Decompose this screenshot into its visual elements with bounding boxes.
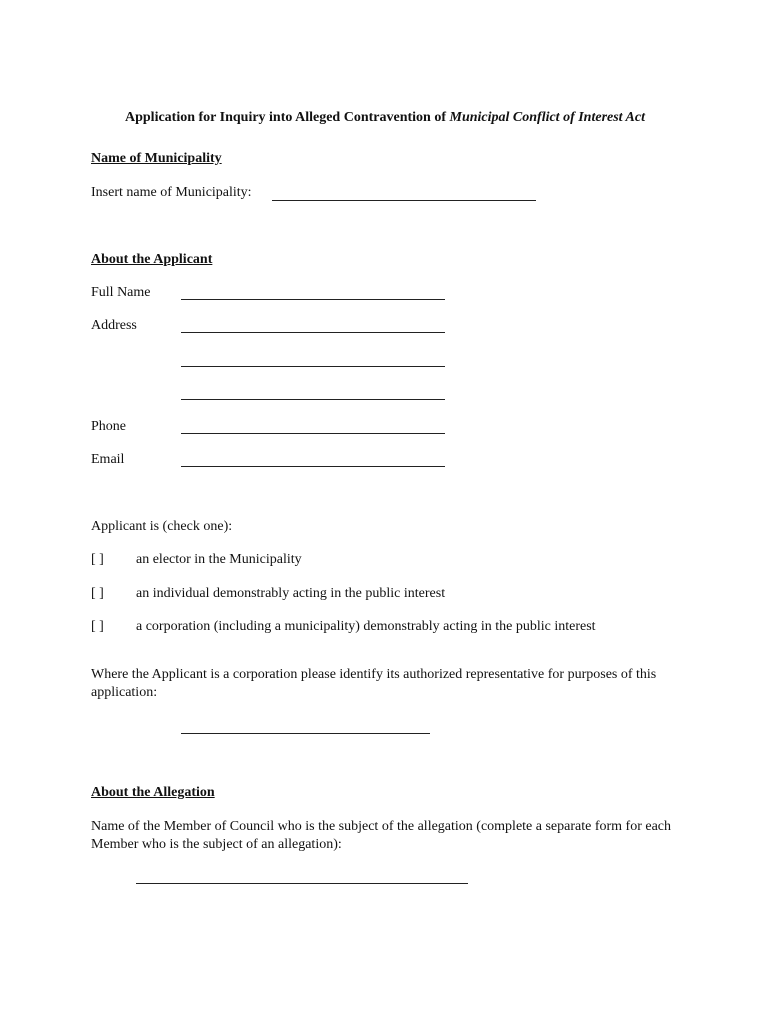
address-label: Address (91, 318, 137, 333)
council-member-name-field[interactable] (136, 883, 468, 884)
address-field-line-2[interactable] (181, 366, 445, 367)
phone-field[interactable] (181, 433, 445, 434)
title-prefix: Application for Inquiry into Alleged Contravention of (125, 110, 450, 125)
option-corporation-label: a corporation (including a municipality) demonstrably acting in the public interest (136, 619, 596, 634)
checkbox-corporation[interactable]: [ ] (91, 619, 104, 634)
email-label: Email (91, 452, 125, 467)
allegation-member-text: Name of the Member of Council who is the subject of the allegation (complete a separate form for each Member who is the subject of an allegation): (91, 819, 672, 852)
phone-label: Phone (91, 419, 126, 434)
full-name-field[interactable] (181, 299, 445, 300)
full-name-label: Full Name (91, 285, 151, 300)
checkbox-elector[interactable]: [ ] (91, 552, 104, 567)
title-act-name: Municipal Conflict of Interest Act (449, 110, 645, 125)
address-field-line-3[interactable] (181, 399, 445, 400)
applicant-type-prompt: Applicant is (check one): (91, 519, 233, 534)
municipality-label: Insert name of Municipality: (91, 185, 252, 200)
allegation-heading: About the Allegation (91, 785, 215, 800)
applicant-heading: About the Applicant (91, 252, 213, 267)
document-title (0, 110, 770, 126)
option-individual-label: an individual demonstrably acting in the public interest (136, 586, 446, 601)
municipality-name-field[interactable] (272, 200, 536, 201)
email-field[interactable] (181, 466, 445, 467)
municipality-heading: Name of Municipality (91, 151, 222, 166)
checkbox-individual[interactable]: [ ] (91, 586, 104, 601)
address-field-line-1[interactable] (181, 332, 445, 333)
corporation-representative-text: Where the Applicant is a corporation please identify its authorized representative for purposes of this application: (91, 667, 657, 700)
authorized-representative-field[interactable] (181, 733, 430, 734)
option-elector-label: an elector in the Municipality (136, 552, 302, 567)
